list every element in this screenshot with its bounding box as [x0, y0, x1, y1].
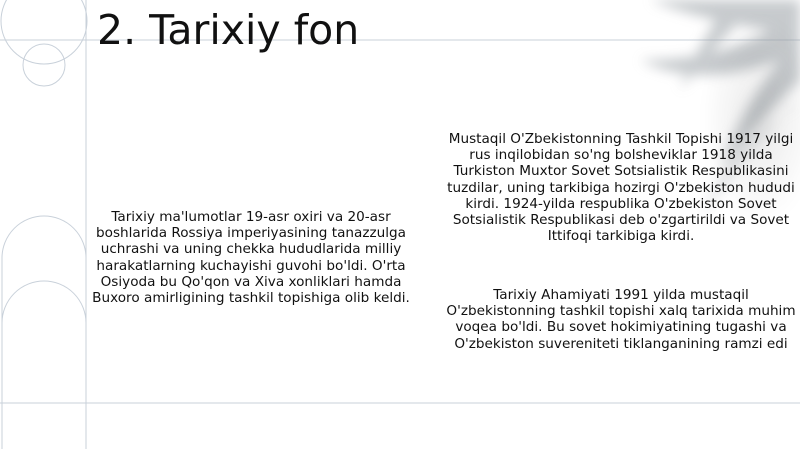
historical-background-text: Tarixiy ma'lumotlar 19-asr oxiri va 20-asr boshlarida Rossiya imperiyasining tanazzulga uchrashi va uning chekka hududlarida milliy harakatlarning kuchayishi guvohi bo'ldi. O'rta Osiyoda bu Qo'qon va Xiva xonliklari hamda Buxoro amirligining tashkil topishiga olib keldi. [92, 209, 410, 307]
decorative-circles [1, 0, 87, 449]
historical-significance-text: Tarixiy Ahamiyati 1991 yilda mustaqil O'zbekistonning tashkil topishi xalq tarixida muhim voqea bo'ldi. Bu sovet hokimiyatining tugashi va O'zbekiston suvereniteti tiklanganining ramzi edi [446, 287, 796, 352]
independence-formation-text: Mustaqil O'Zbekistonning Tashkil Topishi 1917 yilgi rus inqilobidan so'ng bolsheviklar 1918 yilda Turkiston Muxtor Sovet Sotsialistik Respublikasini tuzdilar, uning tarkibiga hozirgi O'zbekiston hududi kirdi. 1924-yilda respublika O'zbekiston Sovet Sotsialistik Respublikasi deb o'zgartirildi va Sovet Ittifoqi tarkibiga kirdi. [447, 131, 795, 245]
slide-title: 2. Tarixiy fon [97, 6, 360, 54]
